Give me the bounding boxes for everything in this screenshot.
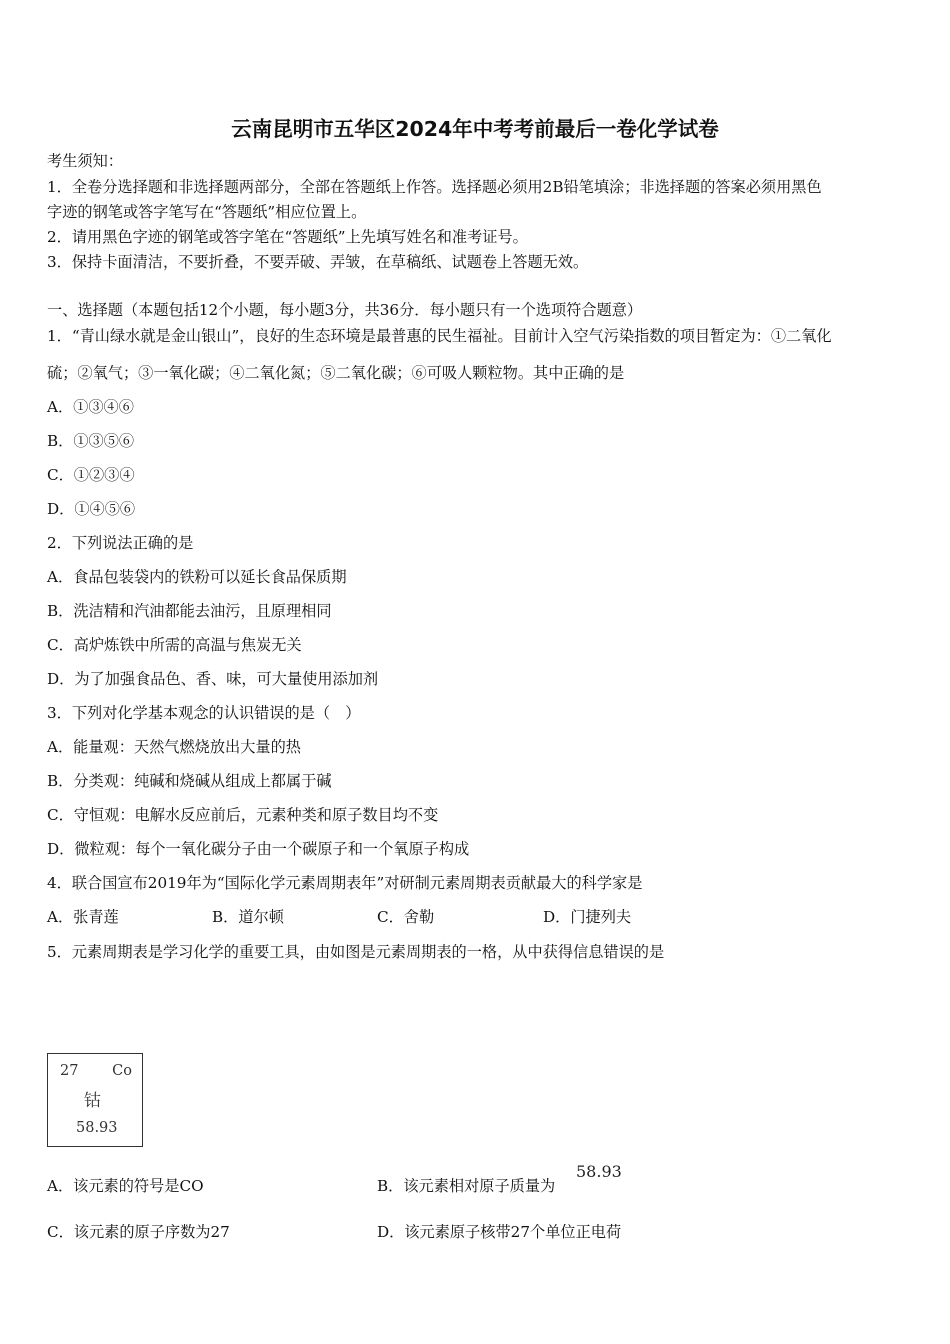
- question-5-option-b: B．该元素相对原子质量为: [377, 1177, 556, 1195]
- notice-item-3: 3．保持卡面清洁，不要折叠，不要弄破、弄皱，在草稿纸、试题卷上答题无效。: [47, 253, 589, 271]
- question-2-option-d: D．为了加强食品色、香、味，可大量使用添加剂: [47, 670, 379, 688]
- question-3-option-c: C．守恒观：电解水反应前后，元素种类和原子数目均不变: [47, 806, 439, 824]
- atomic-mass: 58.93: [76, 1120, 118, 1136]
- question-4-option-c: C．舍勒: [377, 908, 435, 926]
- notice-item-2: 2．请用黑色字迹的钢笔或答字笔在“答题纸”上先填写姓名和准考证号。: [47, 228, 528, 246]
- question-2-option-a: A．食品包装袋内的铁粉可以延长食品保质期: [47, 568, 347, 586]
- notice-item-1-line-2: 字迹的钢笔或答字笔写在“答题纸”相应位置上。: [47, 203, 367, 221]
- periodic-table-cell: [47, 1053, 143, 1147]
- question-4-option-b: B．道尔顿: [212, 908, 284, 926]
- section-heading: 一、选择题（本题包括12个小题，每小题3分，共36分．每小题只有一个选项符合题意）: [47, 301, 643, 319]
- page-title: 云南昆明市五华区2024年中考考前最后一卷化学试卷: [231, 117, 719, 141]
- question-1-stem-line-1: 1．“青山绿水就是金山银山”，良好的生态环境是最普惠的民生福祉。目前计入空气污染指数的项目暂定为：①二氧化: [47, 327, 832, 345]
- question-3-option-a: A．能量观：天然气燃烧放出大量的热: [47, 738, 301, 756]
- question-3-stem: 3．下列对化学基本观念的认识错误的是（ ）: [47, 704, 361, 722]
- notice-item-1-line-1: 1．全卷分选择题和非选择题两部分，全部在答题纸上作答。选择题必须用2B铅笔填涂；非选择题的答案必须用黑色: [47, 178, 822, 196]
- question-2-option-c: C．高炉炼铁中所需的高温与焦炭无关: [47, 636, 302, 654]
- question-1-option-a: A．①③④⑥: [47, 398, 134, 416]
- notice-heading: 考生须知：: [47, 152, 123, 170]
- question-1-stem-line-2: 硫；②氧气；③一氧化碳；④二氧化氮；⑤二氧化碳；⑥可吸人颗粒物。其中正确的是: [47, 364, 625, 382]
- question-3-option-d: D．微粒观：每个一氧化碳分子由一个碳原子和一个氧原子构成: [47, 840, 470, 858]
- question-5-option-b-value: 58.93: [576, 1162, 622, 1181]
- question-5-stem: 5．元素周期表是学习化学的重要工具，由如图是元素周期表的一格，从中获得信息错误的是: [47, 943, 665, 961]
- question-3-option-b: B．分类观：纯碱和烧碱从组成上都属于碱: [47, 772, 332, 790]
- question-5-option-d: D．该元素原子核带27个单位正电荷: [377, 1223, 622, 1241]
- question-2-stem: 2．下列说法正确的是: [47, 534, 194, 552]
- question-4-option-a: A．张青莲: [47, 908, 119, 926]
- element-symbol: Co: [112, 1063, 132, 1079]
- question-5-option-c: C．该元素的原子序数为27: [47, 1223, 230, 1241]
- element-name: 钴: [84, 1091, 101, 1111]
- question-1-option-c: C．①②③④: [47, 466, 135, 484]
- question-4-stem: 4．联合国宣布2019年为“国际化学元素周期表年”对研制元素周期表贡献最大的科学家是: [47, 874, 643, 892]
- question-1-option-d: D．①④⑤⑥: [47, 500, 136, 518]
- question-5-option-a: A．该元素的符号是CO: [47, 1177, 204, 1195]
- question-1-option-b: B．①③⑤⑥: [47, 432, 135, 450]
- question-2-option-b: B．洗洁精和汽油都能去油污，且原理相同: [47, 602, 332, 620]
- question-4-option-d: D．门捷列夫: [543, 908, 632, 926]
- atomic-number: 27: [60, 1063, 79, 1079]
